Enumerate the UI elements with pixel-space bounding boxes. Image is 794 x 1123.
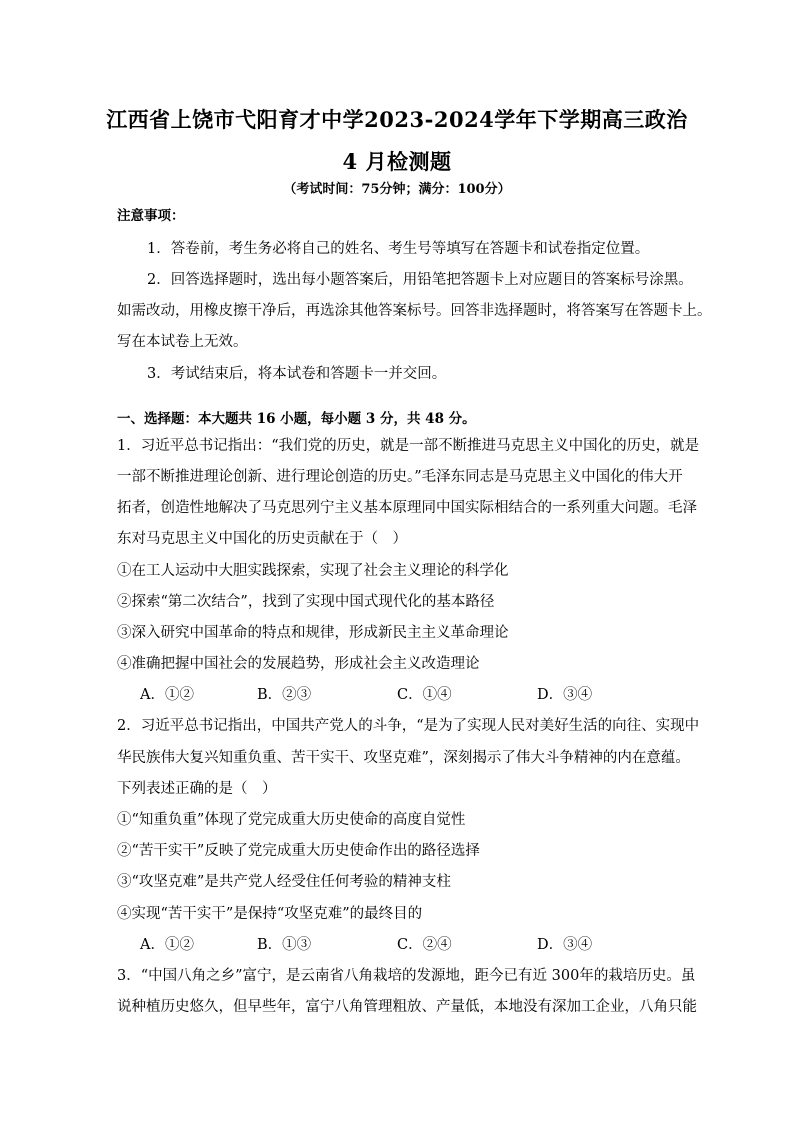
- q1-stem-line4: 东对马克思主义中国化的历史贡献在于（ ）: [117, 531, 407, 547]
- q3-stem-line1: 3．“中国八角之乡”富宁，是云南省八角栽培的发源地，距今已有近 300年的栽培历史。虽: [117, 968, 696, 984]
- q1-statement-3: ③深入研究中国革命的特点和规律，形成新民主主义革命理论: [117, 625, 509, 641]
- q1-statement-4: ④准确把握中国社会的发展趋势，形成社会主义改造理论: [117, 656, 480, 672]
- q1-option-d[interactable]: D．③④: [537, 687, 593, 703]
- exam-title-line2: 4 月检测题: [342, 149, 452, 174]
- q2-statement-1: ①“知重负重”体现了党完成重大历史使命的高度自觉性: [117, 812, 466, 828]
- q1-statement-1: ①在工人运动中大胆实践探索，实现了社会主义理论的科学化: [117, 563, 509, 579]
- section-heading-choice: 一、选择题：本大题共 16 小题，每小题 3 分，共 48 分。: [117, 411, 476, 427]
- q1-option-c[interactable]: C．①④: [397, 687, 452, 703]
- notice-item-2-line3: 写在本试卷上无效。: [117, 334, 248, 350]
- q2-option-a[interactable]: A．①②: [140, 937, 194, 953]
- q1-stem-line2: 一部不断推进理论创新、进行理论创造的历史。”毛泽东同志是马克思主义中国化的伟大开: [117, 469, 683, 485]
- q2-option-c[interactable]: C．②④: [397, 937, 452, 953]
- q2-stem-line3: 下列表述正确的是（ ）: [117, 781, 277, 797]
- q2-stem-line1: 2．习近平总书记指出，中国共产党人的斗争，“是为了实现人民对美好生活的向往、实现中: [117, 718, 700, 734]
- q3-stem-line2: 说种植历史悠久，但早些年，富宁八角管理粗放、产量低，本地没有深加工企业，八角只能: [117, 999, 697, 1015]
- q2-statement-4: ④实现“苦干实干”是保持“攻坚克难”的最终目的: [117, 906, 423, 922]
- q1-stem-line1: 1．习近平总书记指出：“我们党的历史，就是一部不断推进马克思主义中国化的历史，就是: [117, 438, 700, 454]
- q2-statement-2: ②“苦干实干”反映了党完成重大历史使命作出的路径选择: [117, 843, 480, 859]
- q1-option-a[interactable]: A．①②: [140, 687, 194, 703]
- notice-heading: 注意事项：: [117, 208, 185, 224]
- exam-time-note: （考试时间：75分钟；满分：100分）: [283, 182, 511, 197]
- q1-statement-2: ②探索“第二次结合”，找到了实现中国式现代化的基本路径: [117, 594, 495, 610]
- q1-option-b[interactable]: B．②③: [257, 687, 312, 703]
- q2-option-b[interactable]: B．①③: [257, 937, 312, 953]
- exam-title-line1: 江西省上饶市弋阳育才中学2023-2024学年下学期高三政治: [106, 107, 688, 132]
- notice-item-1: 1．答卷前，考生务必将自己的姓名、考生号等填写在答题卡和试卷指定位置。: [147, 241, 650, 257]
- q2-statement-3: ③“攻坚克难”是共产党人经受住任何考验的精神支柱: [117, 874, 451, 890]
- q2-option-d[interactable]: D．③④: [537, 937, 593, 953]
- q1-stem-line3: 拓者，创造性地解决了马克思列宁主义基本原理同中国实际相结合的一系列重大问题。毛泽: [117, 500, 697, 516]
- notice-item-2-line2: 如需改动，用橡皮擦干净后，再选涂其他答案标号。回答非选择题时，将答案写在答题卡上。: [117, 303, 712, 319]
- q2-stem-line2: 华民族伟大复兴知重负重、苦干实干、攻坚克难”，深刻揭示了伟大斗争精神的内在意蕴。: [117, 750, 690, 766]
- notice-item-2-line1: 2．回答选择题时，选出每小题答案后，用铅笔把答题卡上对应题目的答案标号涂黑。: [147, 272, 693, 288]
- notice-item-3: 3．考试结束后，将本试卷和答题卡一并交回。: [147, 366, 447, 382]
